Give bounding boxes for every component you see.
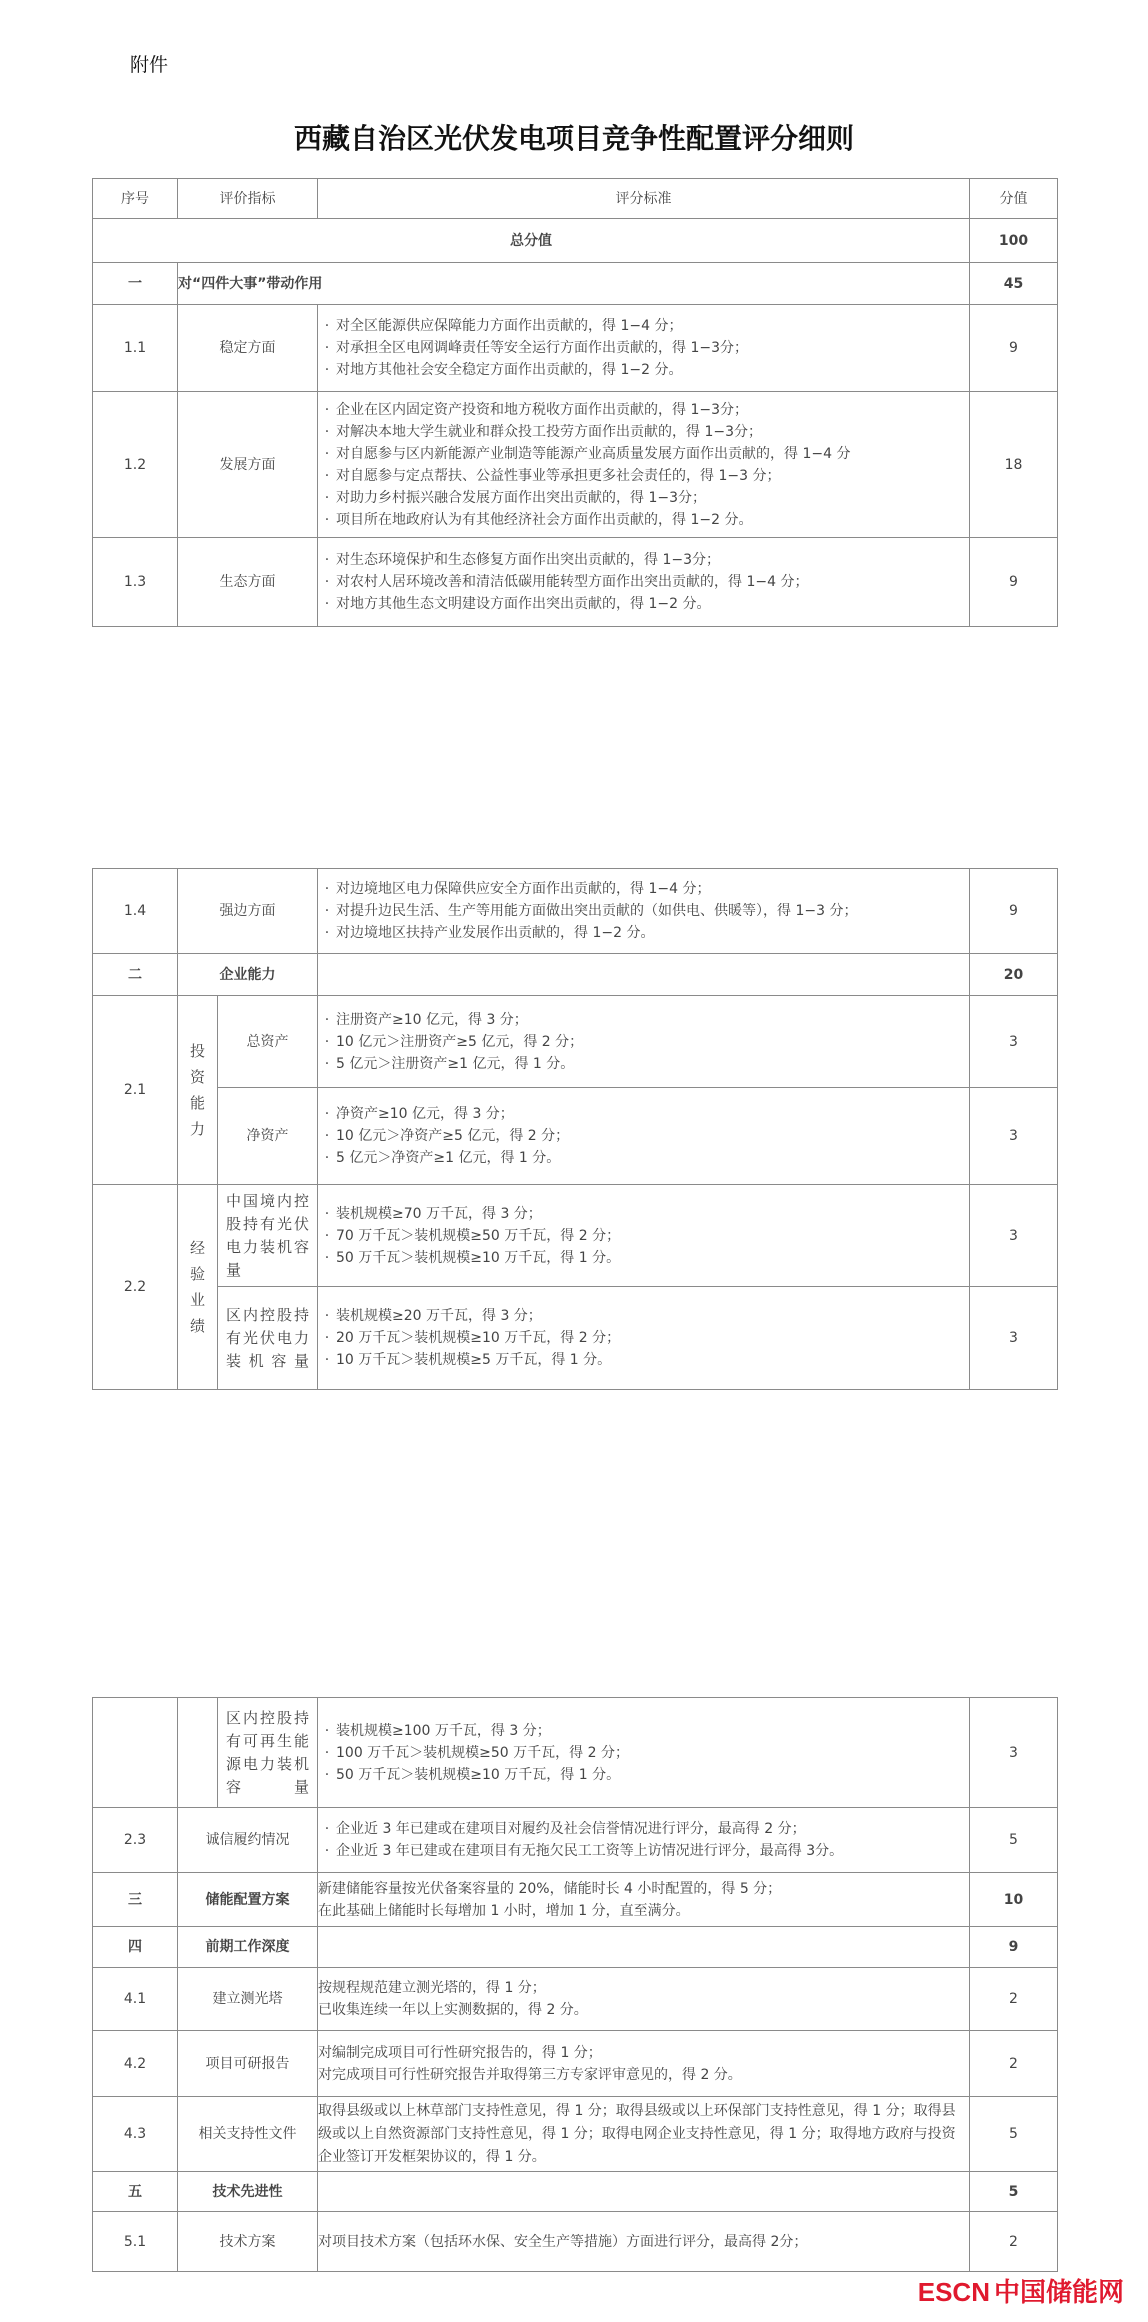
section-no: 三 — [93, 1873, 178, 1927]
item-standard — [318, 1808, 970, 1873]
section-no: 二 — [93, 954, 178, 996]
sub-indicator: 总资产 — [218, 996, 318, 1088]
standard-line: · 对地方其他生态文明建设方面作出突出贡献的，得 1−2 分。 — [318, 593, 969, 615]
standard-line: · 对自愿参与定点帮扶、公益性事业等承担更多社会责任的，得 1−3 分； — [318, 465, 969, 487]
item-score: 9 — [970, 538, 1058, 627]
section-empty-cell — [318, 954, 970, 996]
standard-line: 按规程规范建立测光塔的，得 1 分； — [318, 1980, 546, 1996]
standard-line: · 装机规模≥100 万千瓦，得 3 分； — [318, 1720, 969, 1742]
item-no: 4.2 — [93, 2031, 178, 2097]
section-empty-cell — [318, 1927, 970, 1968]
table-row-4-3 — [93, 2097, 1058, 2172]
col-header-no: 序号 — [93, 179, 178, 219]
sub-indicator: 区内控股持有光伏电力装机容量 — [218, 1287, 318, 1390]
section-name: 企业能力 — [178, 954, 318, 996]
section-empty-cell — [318, 2172, 970, 2212]
total-row — [93, 219, 1058, 263]
standard-line: · 70 万千瓦＞装机规模≥50 万千瓦，得 2 分； — [318, 1225, 969, 1247]
standard-line: · 对生态环境保护和生态修复方面作出突出贡献的，得 1−3分； — [318, 549, 969, 571]
standard-line: · 对解决本地大学生就业和群众投工投劳方面作出贡献的，得 1−3分； — [318, 421, 969, 443]
item-standard — [318, 538, 970, 627]
sub-indicator: 中国境内控股持有光伏电力装机容量 — [218, 1185, 318, 1287]
section-row-1 — [93, 263, 1058, 305]
standard-line: · 20 万千瓦＞装机规模≥10 万千瓦，得 2 分； — [318, 1327, 969, 1349]
item-score: 2 — [970, 2212, 1058, 2272]
standard-text: 取得县级或以上林草部门支持性意见，得 1 分；取得县级或以上环保部门支持性意见，得 1 分；取得县级或以上自然资源部门支持性意见，得 1 分；取得电网企业支持性意见，得 1 分；取得地方政府与投资企业签订开发框架协议的，得 1 分。 — [318, 2102, 956, 2165]
section-score: 45 — [970, 263, 1058, 305]
table-row-5-1 — [93, 2212, 1058, 2272]
item-standard — [318, 1185, 970, 1287]
standard-line: · 对全区能源供应保障能力方面作出贡献的，得 1−4 分； — [318, 315, 969, 337]
section-row-3 — [93, 1873, 1058, 1927]
document-title: 西藏自治区光伏发电项目竞争性配置评分细则 — [293, 122, 854, 155]
table-row-2-1a — [93, 996, 1058, 1088]
standard-line: · 对自愿参与区内新能源产业制造等能源产业高质量发展方面作出贡献的，得 1−4 分 — [318, 443, 969, 465]
standard-line: 对编制完成项目可行性研究报告的，得 1 分； — [318, 2044, 602, 2061]
section-name: 技术先进性 — [178, 2172, 318, 2212]
item-score: 5 — [970, 1808, 1058, 1873]
standard-line: · 对农村人居环境改善和清洁低碳用能转型方面作出突出贡献的，得 1−4 分； — [318, 571, 969, 593]
item-no: 1.2 — [93, 392, 178, 538]
item-score: 9 — [970, 869, 1058, 954]
standard-line: 对完成项目可行性研究报告并取得第三方专家评审意见的，得 2 分。 — [318, 2066, 742, 2083]
item-standard — [318, 1873, 970, 1927]
sub-indicator: 净资产 — [218, 1088, 318, 1185]
item-standard — [318, 996, 970, 1088]
item-indicator: 诚信履约情况 — [178, 1808, 318, 1873]
item-score: 2 — [970, 2031, 1058, 2097]
section-name: 前期工作深度 — [178, 1927, 318, 1968]
item-no: 2.3 — [93, 1808, 178, 1873]
table-row-1-3 — [93, 538, 1058, 627]
item-no: 4.3 — [93, 2097, 178, 2172]
item-standard — [318, 1968, 970, 2031]
section-name: 储能配置方案 — [178, 1873, 318, 1927]
item-score: 3 — [970, 1698, 1058, 1808]
section-no: 五 — [93, 2172, 178, 2212]
item-standard — [318, 305, 970, 392]
table-row-2-2b — [93, 1287, 1058, 1390]
section-score: 20 — [970, 954, 1058, 996]
standard-line: · 对提升边民生活、生产等用能方面做出突出贡献的（如供电、供暖等），得 1−3 分； — [318, 900, 969, 922]
item-score: 18 — [970, 392, 1058, 538]
standard-line: · 对助力乡村振兴融合发展方面作出突出贡献的，得 1−3分； — [318, 487, 969, 509]
item-standard — [318, 1088, 970, 1185]
item-score: 3 — [970, 1185, 1058, 1287]
table-row-2-1b — [93, 1088, 1058, 1185]
group-label-continued — [178, 1698, 218, 1808]
scoring-table-part-2 — [92, 868, 1058, 1390]
standard-line: · 企业近 3 年已建或在建项目对履约及社会信誉情况进行评分，最高得 2 分； — [318, 1818, 969, 1840]
item-score: 3 — [970, 996, 1058, 1088]
standard-line: 在此基础上储能时长每增加 1 小时，增加 1 分，直至满分。 — [318, 1902, 690, 1919]
item-standard — [318, 1698, 970, 1808]
item-indicator: 技术方案 — [178, 2212, 318, 2272]
item-score: 3 — [970, 1088, 1058, 1185]
item-score: 9 — [970, 305, 1058, 392]
section-row-5 — [93, 2172, 1058, 2212]
item-indicator: 稳定方面 — [178, 305, 318, 392]
total-score: 100 — [970, 219, 1058, 263]
group-label: 投资能力 — [178, 996, 218, 1185]
standard-line: · 净资产≥10 亿元，得 3 分； — [318, 1103, 969, 1125]
col-header-score: 分值 — [970, 179, 1058, 219]
standard-line: · 10 亿元＞注册资产≥5 亿元，得 2 分； — [318, 1031, 969, 1053]
standard-line: · 5 亿元＞净资产≥1 亿元，得 1 分。 — [318, 1147, 969, 1169]
table-row-1-1 — [93, 305, 1058, 392]
scoring-table-part-1 — [92, 178, 1058, 627]
item-indicator: 强边方面 — [178, 869, 318, 954]
standard-line: · 对边境地区扶持产业发展作出贡献的，得 1−2 分。 — [318, 922, 969, 944]
section-name: 对“四件大事”带动作用 — [178, 263, 970, 305]
scoring-table-part-3 — [92, 1697, 1058, 2272]
item-standard — [318, 392, 970, 538]
logo-brand: ESCN — [917, 2277, 990, 2307]
table-row-2-3 — [93, 1808, 1058, 1873]
section-score: 5 — [970, 2172, 1058, 2212]
item-standard — [318, 869, 970, 954]
standard-line: · 企业在区内固定资产投资和地方税收方面作出贡献的，得 1−3分； — [318, 399, 969, 421]
table-row-4-2 — [93, 2031, 1058, 2097]
standard-line: · 注册资产≥10 亿元，得 3 分； — [318, 1009, 969, 1031]
sub-indicator: 区内控股持有可再生能源电力装机容量 — [218, 1698, 318, 1808]
standard-line: · 对边境地区电力保障供应安全方面作出贡献的，得 1−4 分； — [318, 878, 969, 900]
item-no: 1.1 — [93, 305, 178, 392]
item-standard — [318, 1287, 970, 1390]
item-indicator: 项目可研报告 — [178, 2031, 318, 2097]
section-no: 一 — [93, 263, 178, 305]
standard-line: 新建储能容量按光伏备案容量的 20%，储能时长 4 小时配置的，得 5 分； — [318, 1880, 782, 1897]
item-no: 1.4 — [93, 869, 178, 954]
standard-line: · 50 万千瓦＞装机规模≥10 万千瓦，得 1 分。 — [318, 1247, 969, 1269]
logo-cn: 中国储能网 — [993, 2277, 1124, 2307]
standard-line: · 50 万千瓦＞装机规模≥10 万千瓦，得 1 分。 — [318, 1764, 969, 1786]
section-score: 9 — [970, 1927, 1058, 1968]
item-indicator: 相关支持性文件 — [178, 2097, 318, 2172]
item-no: 1.3 — [93, 538, 178, 627]
standard-line: · 10 亿元＞净资产≥5 亿元，得 2 分； — [318, 1125, 969, 1147]
item-standard — [318, 2212, 970, 2272]
section-row-2 — [93, 954, 1058, 996]
section-score: 10 — [970, 1873, 1058, 1927]
item-standard — [318, 2031, 970, 2097]
table-row-4-1 — [93, 1968, 1058, 2031]
escn-watermark-logo — [914, 2272, 1124, 2309]
standard-line: · 对承担全区电网调峰责任等安全运行方面作出贡献的，得 1−3分； — [318, 337, 969, 359]
standard-line: · 企业近 3 年已建或在建项目有无拖欠民工工资等上访情况进行评分，最高得 3分。 — [318, 1840, 969, 1862]
group-label: 经验业绩 — [178, 1185, 218, 1390]
table-row-1-2 — [93, 392, 1058, 538]
standard-line: 已收集连续一年以上实测数据的，得 2 分。 — [318, 2002, 588, 2018]
standard-line: · 100 万千瓦＞装机规模≥50 万千瓦，得 2 分； — [318, 1742, 969, 1764]
section-no: 四 — [93, 1927, 178, 1968]
table-row-2-2a — [93, 1185, 1058, 1287]
item-indicator: 生态方面 — [178, 538, 318, 627]
col-header-indicator: 评价指标 — [178, 179, 318, 219]
col-header-standard: 评分标准 — [318, 179, 970, 219]
standard-line: · 5 亿元＞注册资产≥1 亿元，得 1 分。 — [318, 1053, 969, 1075]
table-header-row — [93, 179, 1058, 219]
item-indicator: 发展方面 — [178, 392, 318, 538]
item-no-continued — [93, 1698, 178, 1808]
item-indicator: 建立测光塔 — [178, 1968, 318, 2031]
item-score: 2 — [970, 1968, 1058, 2031]
item-no: 2.2 — [93, 1185, 178, 1390]
item-no: 4.1 — [93, 1968, 178, 2031]
standard-line: · 项目所在地政府认为有其他经济社会方面作出贡献的，得 1−2 分。 — [318, 509, 969, 531]
table-row-1-4 — [93, 869, 1058, 954]
item-standard — [318, 2097, 970, 2172]
attachment-label: 附件 — [130, 54, 169, 76]
table-row-2-2c — [93, 1698, 1058, 1808]
standard-line: · 对地方其他社会安全稳定方面作出贡献的，得 1−2 分。 — [318, 359, 969, 381]
standard-line: · 装机规模≥20 万千瓦，得 3 分； — [318, 1305, 969, 1327]
item-no: 2.1 — [93, 996, 178, 1185]
item-no: 5.1 — [93, 2212, 178, 2272]
item-score: 3 — [970, 1287, 1058, 1390]
standard-text: 对项目技术方案（包括环水保、安全生产等措施）方面进行评分，最高得 2分； — [318, 2233, 808, 2250]
item-score: 5 — [970, 2097, 1058, 2172]
total-label: 总分值 — [93, 219, 970, 263]
standard-line: · 装机规模≥70 万千瓦，得 3 分； — [318, 1203, 969, 1225]
section-row-4 — [93, 1927, 1058, 1968]
standard-line: · 10 万千瓦＞装机规模≥5 万千瓦，得 1 分。 — [318, 1349, 969, 1371]
